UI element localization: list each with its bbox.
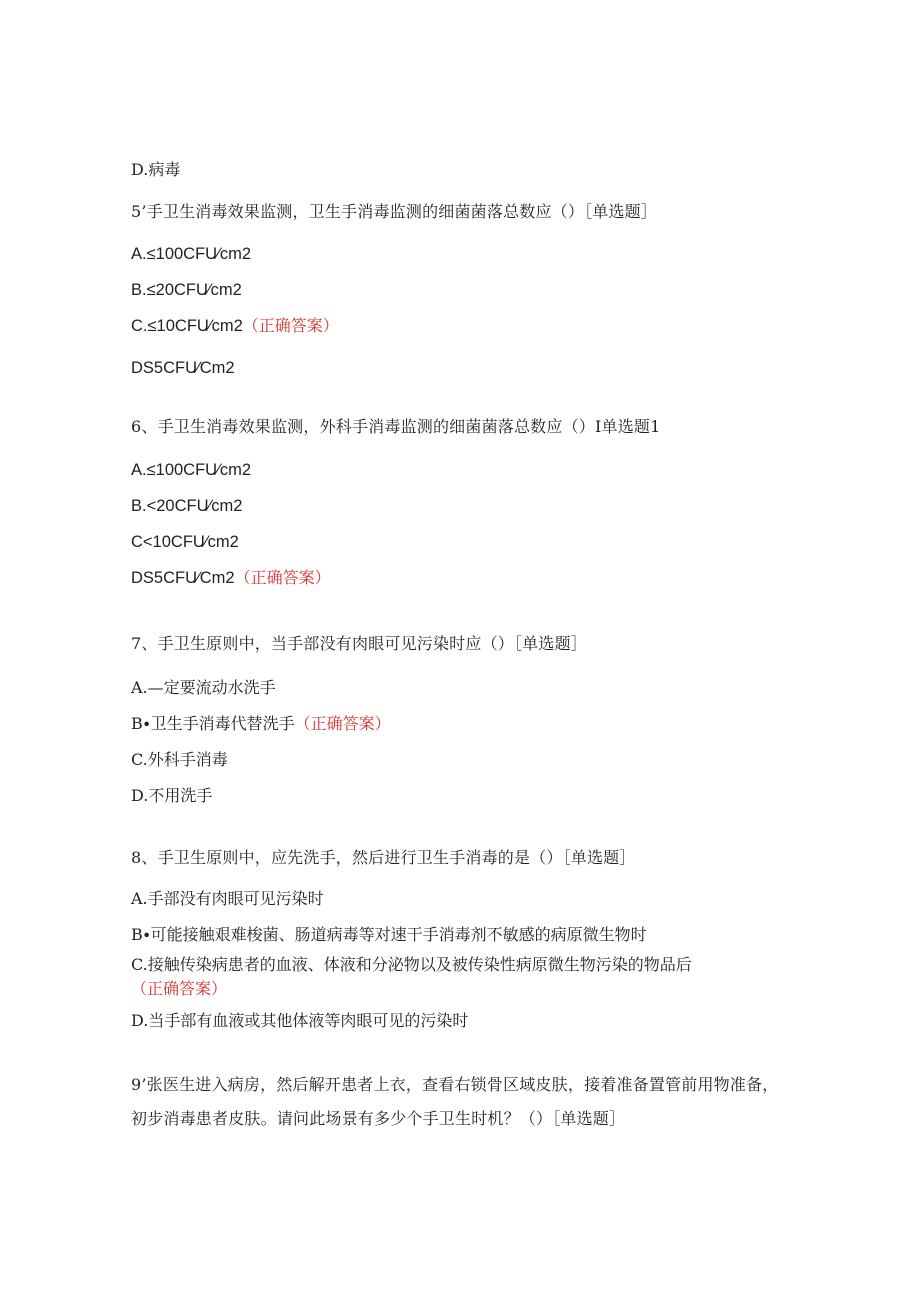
option-line [131, 953, 781, 1001]
option-line [131, 458, 791, 482]
option-text: C<10CFU∕cm2 [131, 533, 239, 551]
option-text: C.≤10CFU∕cm2 [131, 317, 243, 335]
question-text: 6、手卫生消毒效果监测，外科手消毒监测的细菌菌落总数应（）I单选题1 [131, 417, 661, 436]
question-line [131, 1068, 781, 1136]
option-text: A.手部没有肉眼可见污染时 [131, 889, 324, 908]
option-line [131, 314, 791, 338]
option-line [131, 158, 791, 182]
option-line [131, 530, 791, 554]
question-line [131, 415, 791, 439]
correct-answer-marker: （正确答案） [294, 714, 391, 733]
option-text: DS5CFU∕Cm2 [131, 569, 235, 587]
option-text: DS5CFU∕Cm2 [131, 359, 235, 377]
question-line [131, 632, 791, 656]
option-line [131, 923, 791, 947]
option-text: D.当手部有血液或其他体液等肉眼可见的污染时 [131, 1011, 469, 1030]
option-line [131, 748, 791, 772]
question-text: 8、手卫生原则中，应先洗手，然后进行卫生手消毒的是（）［单选题］ [131, 848, 636, 867]
option-text: C.接触传染病患者的血液、体液和分泌物以及被传染性病原微生物污染的物品后 [131, 955, 692, 974]
option-line [131, 1009, 791, 1033]
option-line [131, 494, 791, 518]
question-line [131, 846, 791, 870]
option-line [131, 784, 791, 808]
option-line [131, 356, 791, 380]
option-line [131, 242, 791, 266]
option-text: B∙可能接触艰难梭菌、肠道病毒等对速干手消毒剂不敏感的病原微生物时 [131, 925, 647, 944]
option-text: A.≤100CFU∕cm2 [131, 461, 252, 479]
option-text: A.≤100CFU∕cm2 [131, 245, 252, 263]
correct-answer-marker: （正确答案） [131, 979, 228, 998]
option-text: B.<20CFU∕cm2 [131, 497, 243, 515]
option-text: C.外科手消毒 [131, 750, 228, 769]
question-text: 9’张医生进入病房，然后解开患者上衣，查看右锁骨区域皮肤，接着准备置管前用物准备，初步消毒患者皮肤。请问此场景有多少个手卫生时机？（）［单选题］ [131, 1075, 779, 1128]
option-line [131, 887, 791, 911]
question-text: 5’手卫生消毒效果监测，卫生手消毒监测的细菌菌落总数应（）［单选题］ [131, 202, 658, 221]
option-line [131, 566, 791, 590]
question-line [131, 200, 791, 224]
question-text: 7、手卫生原则中，当手部没有肉眼可见污染时应（）［单选题］ [131, 634, 587, 653]
option-text: A.—定要流动水洗手 [131, 678, 276, 697]
option-text: B∙卫生手消毒代替洗手 [131, 714, 295, 733]
option-text: D.不用洗手 [131, 786, 213, 805]
option-line [131, 278, 791, 302]
option-text: D.病毒 [131, 160, 181, 179]
option-text: B.≤20CFU∕cm2 [131, 281, 242, 299]
option-line [131, 676, 791, 700]
option-line [131, 712, 791, 736]
correct-answer-marker: （正确答案） [242, 316, 339, 335]
correct-answer-marker: （正确答案） [234, 568, 331, 587]
